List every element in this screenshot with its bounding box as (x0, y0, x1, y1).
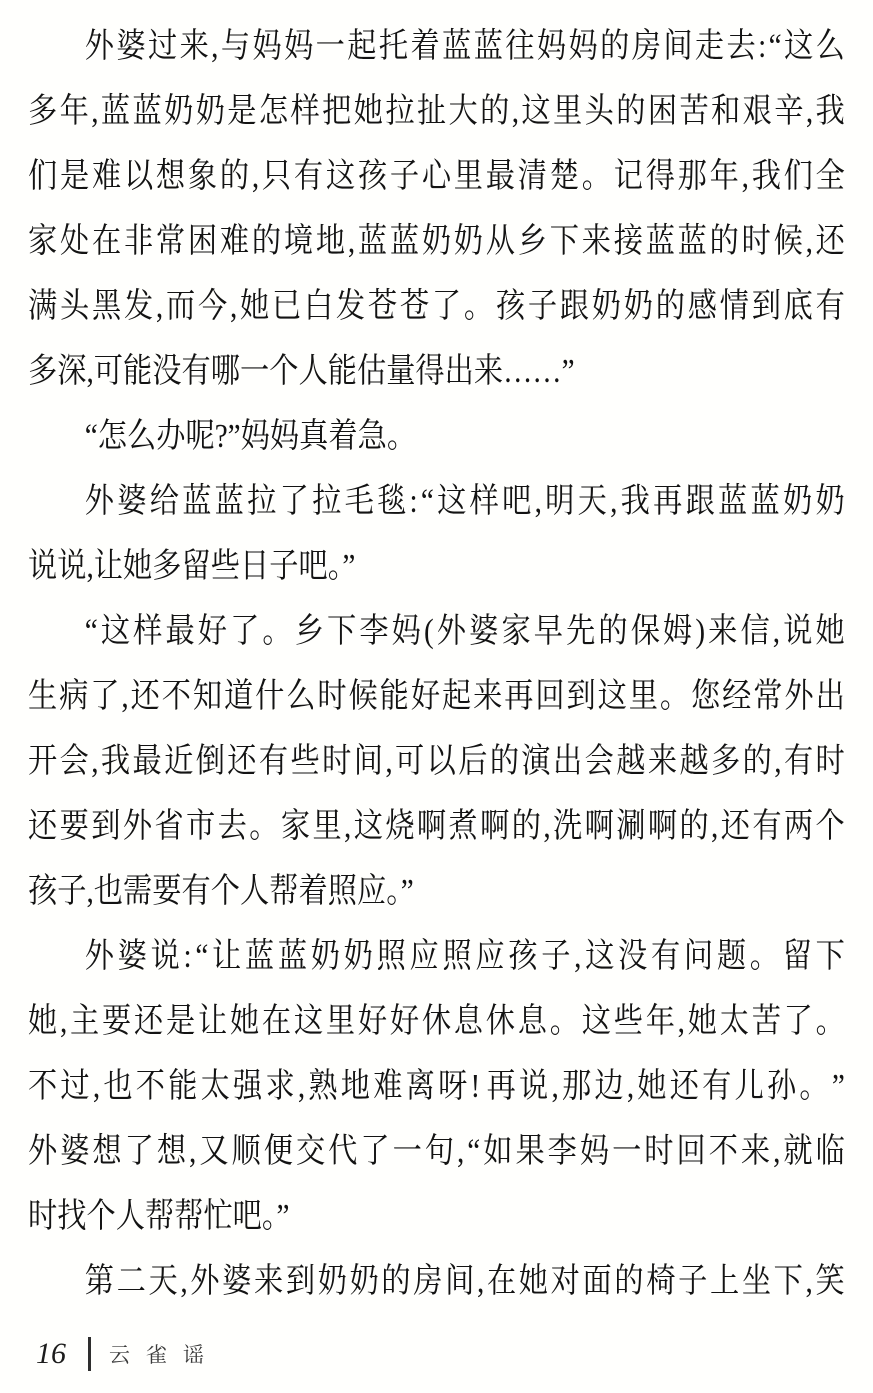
footer-divider (88, 1337, 91, 1371)
text-line: 多 年 , 蓝 蓝 奶 奶 是 怎 样 把 她 拉 扯 大 的 , 这 里 头 的 困 苦 和 艰 辛 , 我 (28, 93, 845, 130)
text-line: 外 婆 说 : “ 让 蓝 蓝 奶 奶 照 应 照 应 孩 子 , 这 没 有 问 题 。 留 下 (84, 938, 845, 975)
text-line: 她 , 主 要 还 是 让 她 在 这 里 好 好 休 息 休 息 。 这 些 年 , 她 太 苦 了 。 (28, 1003, 845, 1040)
book-title: 云雀谣 (109, 1343, 220, 1367)
text-line: 外 婆 给 蓝 蓝 拉 了 拉 毛 毯 : “ 这 样 吧 , 明 天 , 我 再 跟 蓝 蓝 奶 奶 (84, 483, 845, 520)
text-line: 生 病 了 , 还 不 知 道 什 么 时 候 能 好 起 来 再 回 到 这 里 。 您 经 常 外 出 (28, 678, 845, 715)
text-line: 孩子,也需要有个人帮着照应。” (28, 873, 414, 910)
page-footer (36, 1334, 873, 1374)
text-line: 多深,可能没有哪一个人能估量得出来……” (28, 353, 575, 390)
text-lines (28, 14, 845, 1314)
text-line: “怎么办呢?”妈妈真着急。 (84, 418, 417, 455)
page-number: 16 (36, 1337, 66, 1370)
text-line: 满 头 黑 发 , 而 今 , 她 已 白 发 苍 苍 了 。 孩 子 跟 奶 奶 的 感 情 到 底 有 (28, 288, 845, 325)
text-line: 第 二 天 , 外 婆 来 到 奶 奶 的 房 间 , 在 她 对 面 的 椅 子 上 坐 下 , 笑 (84, 1263, 845, 1300)
text-line: 时找个人帮帮忙吧。” (28, 1198, 290, 1235)
text-line: 开 会 , 我 最 近 倒 还 有 些 时 间 , 可 以 后 的 演 出 会 越 来 越 多 的 , 有 时 (28, 743, 845, 780)
text-line: 还 要 到 外 省 市 去 。 家 里 , 这 烧 啊 煮 啊 的 , 洗 啊 涮 啊 的 , 还 有 两 个 (28, 808, 845, 845)
text-line: 们 是 难 以 想 象 的 , 只 有 这 孩 子 心 里 最 清 楚 。 记 得 那 年 , 我 们 全 (28, 158, 845, 195)
text-line: 不 过 , 也 不 能 太 强 求 , 熟 地 难 离 呀 ! 再 说 , 那 边 , 她 还 有 儿 孙 。 ” (28, 1068, 845, 1105)
text-line: 外 婆 过 来 , 与 妈 妈 一 起 托 着 蓝 蓝 往 妈 妈 的 房 间 走 去 : “ 这 么 (84, 28, 845, 65)
text-line: “ 这 样 最 好 了 。 乡 下 李 妈 ( 外 婆 家 早 先 的 保 姆 ) 来 信 , 说 她 (84, 613, 845, 650)
text-line: 外 婆 想 了 想 , 又 顺 便 交 代 了 一 句 , “ 如 果 李 妈 一 时 回 不 来 , 就 临 (28, 1133, 845, 1170)
text-line: 说说,让她多留些日子吧。” (28, 548, 356, 585)
text-line: 家 处 在 非 常 困 难 的 境 地 , 蓝 蓝 奶 奶 从 乡 下 来 接 蓝 蓝 的 时 候 , 还 (28, 223, 845, 260)
